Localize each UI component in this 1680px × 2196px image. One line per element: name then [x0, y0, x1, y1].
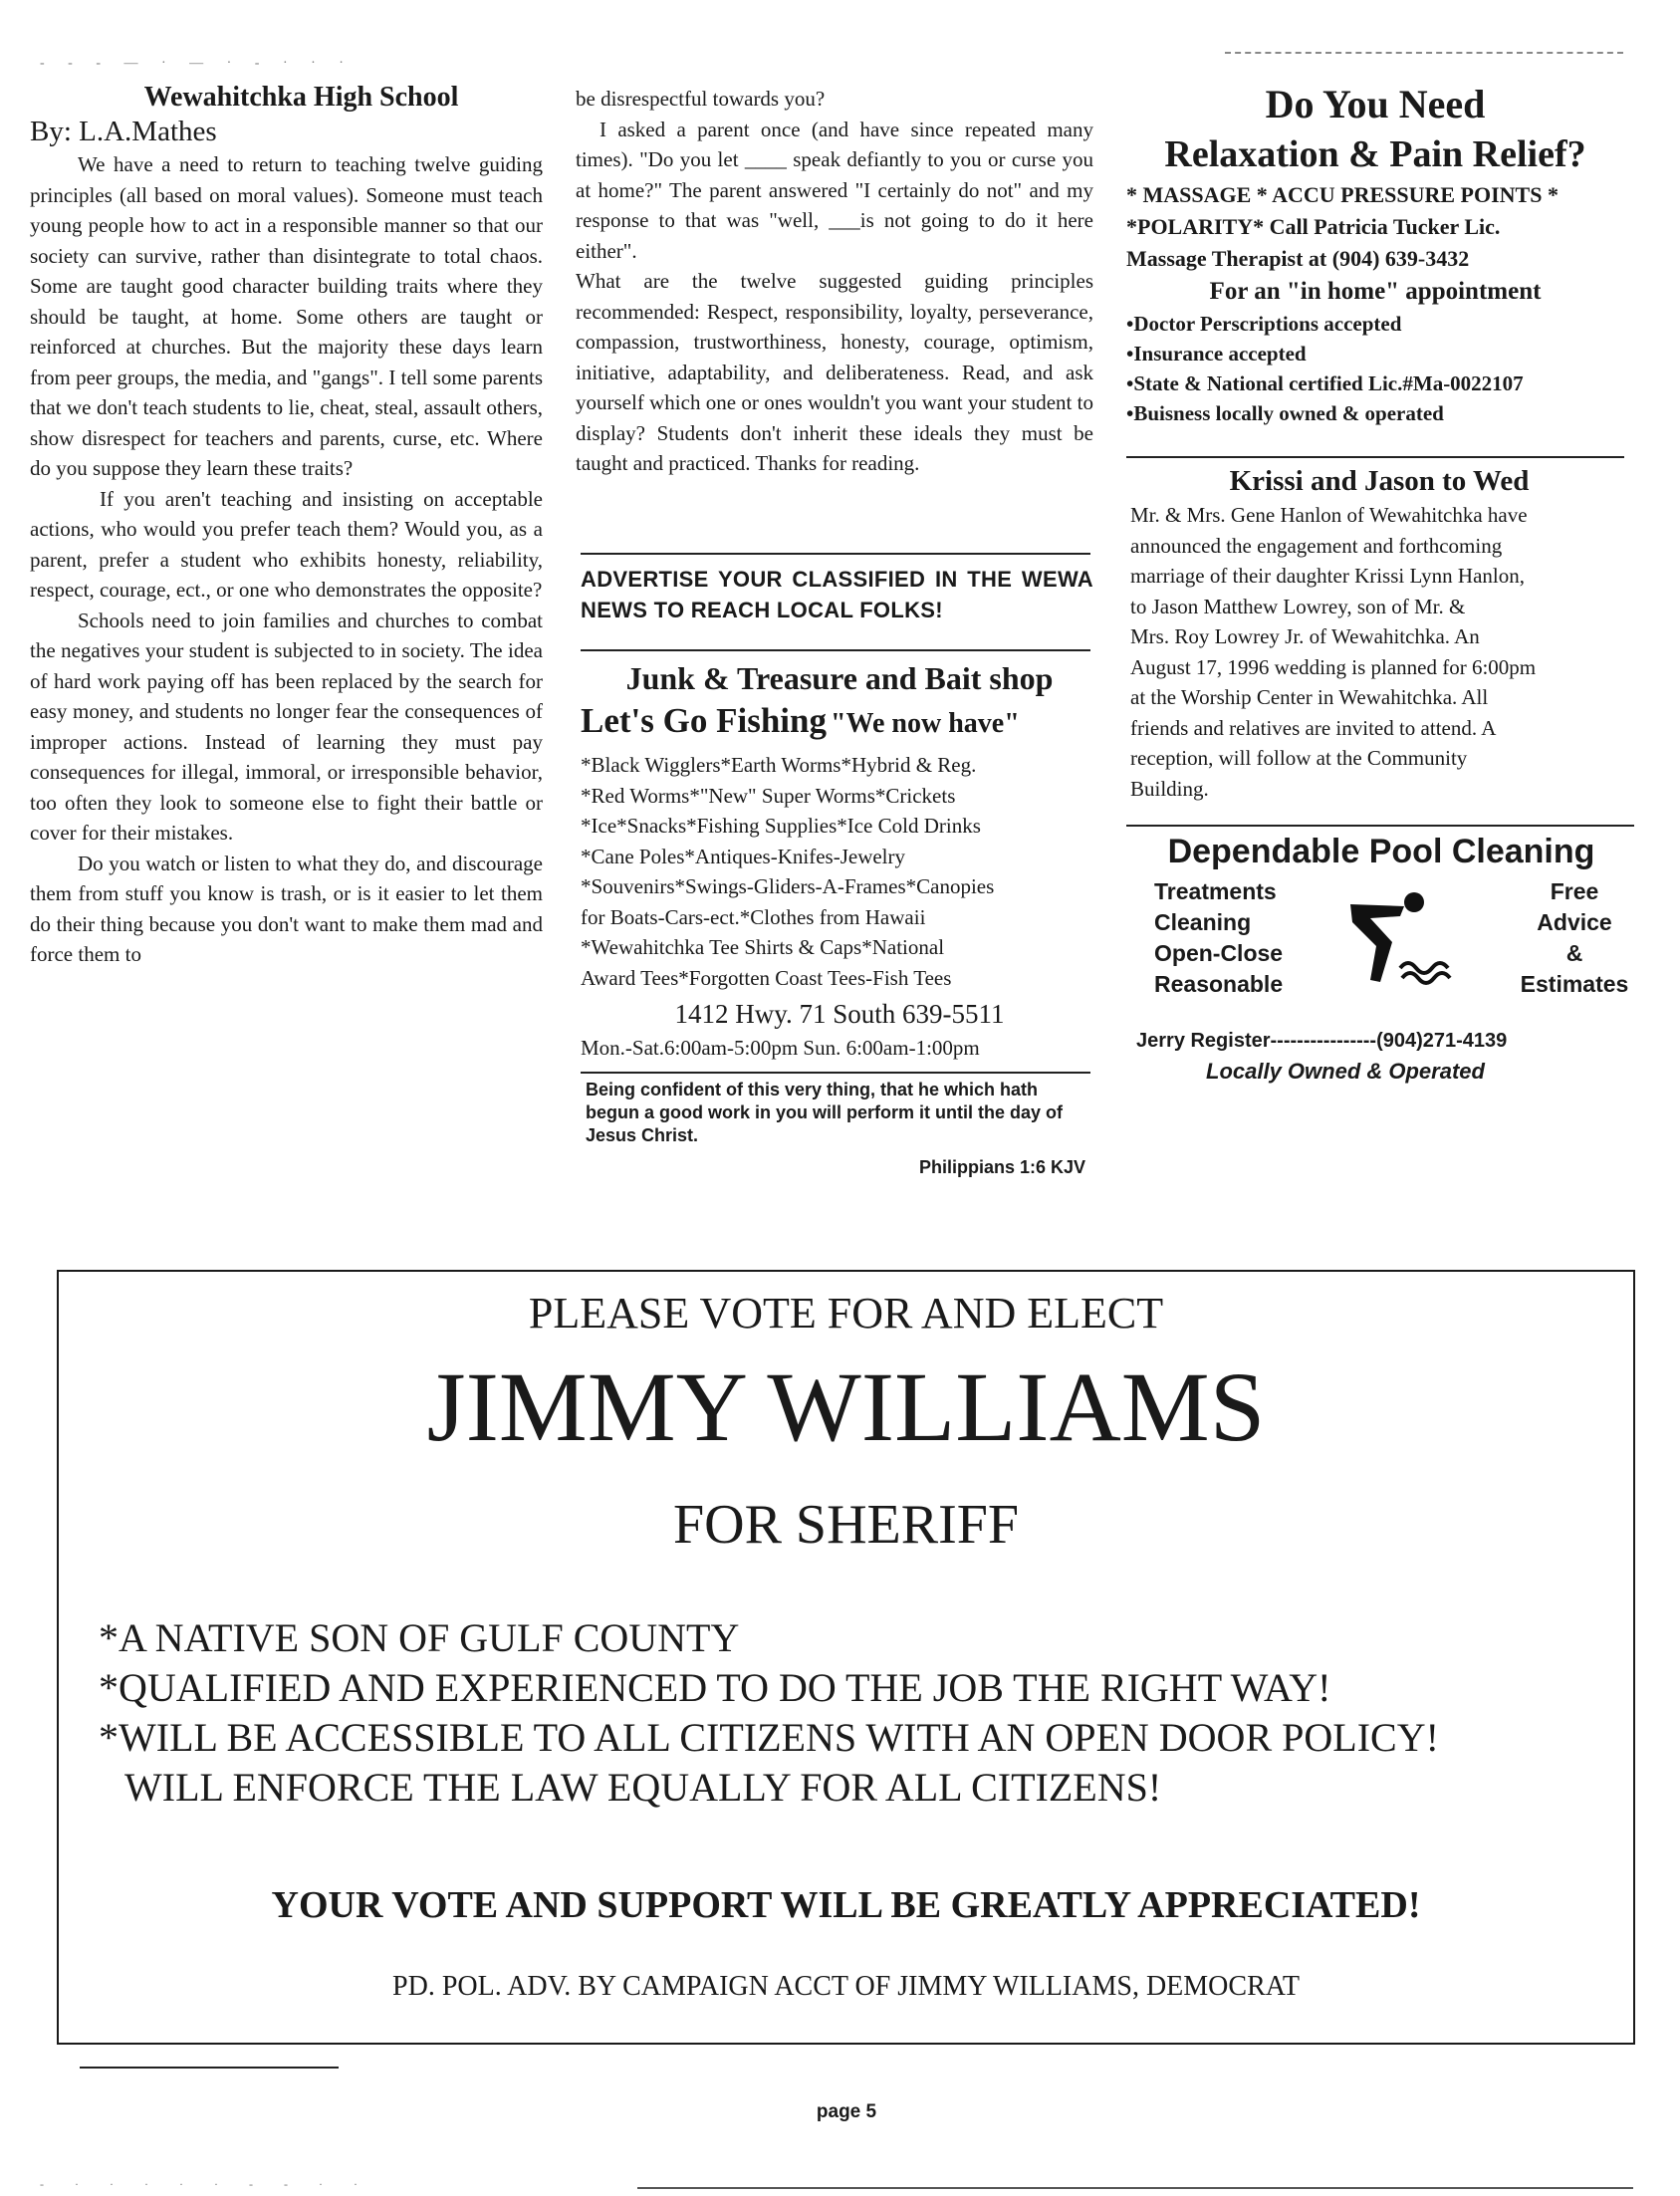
list-item: Advice — [1537, 909, 1612, 935]
pool-ad-tagline: Locally Owned & Operated — [1206, 1059, 1485, 1084]
list-item: *Red Worms*"New" Super Worms*Crickets — [581, 783, 956, 808]
campaign-ad-disclaimer: PD. POL. ADV. BY CAMPAIGN ACCT OF JIMMY WILLIAMS, DEMOCRAT — [392, 1971, 1300, 2002]
bible-verse: Being confident of this very thing, that he which hath begun a good work in you will perform it until the day of Jesus Christ. — [586, 1080, 1064, 1145]
scan-mark-bottom: - · · · · · - - · · — [40, 2177, 371, 2191]
article-column-2 — [576, 84, 1093, 479]
junk-ad-address: 1412 Hwy. 71 South 639-5511 — [674, 999, 1005, 1029]
list-item: *Ice*Snacks*Fishing Supplies*Ice Cold Drinks — [581, 814, 981, 838]
divider — [581, 1072, 1090, 1074]
junk-ad-subtitle: Let's Go Fishing — [581, 701, 827, 740]
wedding-line: reception, will follow at the Community — [1130, 746, 1468, 770]
campaign-ad-points — [99, 1613, 1439, 1813]
list-item: Cleaning — [1154, 909, 1252, 935]
campaign-ad-office: FOR SHERIFF — [672, 1494, 1020, 1556]
pool-ad-body — [1126, 876, 1634, 1006]
article-continued: be disrespectful towards you? — [576, 87, 826, 111]
scan-mark-top-right — [1225, 52, 1623, 56]
list-item: •Buisness locally owned & operated — [1126, 401, 1444, 425]
divider — [581, 553, 1090, 555]
junk-ad-hours: Mon.-Sat.6:00am-5:00pm Sun. 6:00am-1:00pm — [581, 1036, 980, 1060]
wedding-headline: Krissi and Jason to Wed — [1229, 465, 1530, 497]
wedding-announcement — [1130, 462, 1628, 804]
article-paragraph: I asked a parent once (and have since repeated many times). "Do you let ____ speak defiantly to you or curse you at home?" The parent answered "I certainly do not" and my response to that was "well, ___is not going to do it here either". — [576, 117, 1093, 263]
campaign-ad-appeal: YOUR VOTE AND SUPPORT WILL BE GREATLY APPRECIATED! — [271, 1884, 1421, 1926]
wedding-line: marriage of their daughter Krissi Lynn Hanlon, — [1130, 564, 1525, 588]
article-paragraph: If you aren't teaching and insisting on acceptable actions, who would you prefer teach them? Would you, as a parent, prefer a student who exhibits honesty, reliability, respect, courage, ect., or one who demonstrates the opposite? — [30, 486, 543, 602]
list-item: *Wewahitchka Tee Shirts & Caps*National — [581, 935, 945, 959]
list-item: Free — [1550, 878, 1599, 904]
bible-verse-reference: Philippians 1:6 KJV — [918, 1157, 1085, 1177]
list-item: •Insurance accepted — [1126, 342, 1307, 366]
list-item: *Souvenirs*Swings-Gliders-A-Frames*Canopies — [581, 874, 995, 898]
campaign-ad-candidate: JIMMY WILLIAMS — [426, 1351, 1266, 1462]
swimmer-icon — [1340, 882, 1460, 1002]
article-paragraph: Schools need to join families and churches to combat the negatives your student is subjected to in society. The idea of hard work paying off has been replaced by the search for easy money, and students no longer fear the consequences of improper actions. Instead of learning they must pay consequences for illegal, immoral, or irresponsible behavior, too often they look to someone else to fight their battle or cover for their mistakes. — [30, 608, 543, 845]
article-paragraph: Do you watch or listen to what they do, and discourage them from stuff you know is trash, or is it easier to let them do their thing because you don't want to make them mad and force them to — [30, 851, 543, 966]
classified-notice: ADVERTISE YOUR CLASSIFIED IN THE WEWA NEWS TO REACH LOCAL FOLKS! — [581, 567, 1093, 622]
footer-rule — [80, 2067, 339, 2069]
junk-ad-title: Junk & Treasure and Bait shop — [625, 660, 1054, 696]
wedding-line: August 17, 1996 wedding is planned for 6:00pm — [1130, 654, 1537, 679]
list-item: •Doctor Perscriptions accepted — [1126, 312, 1402, 336]
wedding-line: to Jason Matthew Lowrey, son of Mr. & — [1130, 594, 1466, 618]
junk-ad-subtitle-row — [581, 699, 1098, 750]
junk-shop-ad — [581, 657, 1098, 1063]
article-headline: Wewahitchka High School — [143, 82, 459, 113]
campaign-ad-intro: PLEASE VOTE FOR AND ELECT — [528, 1289, 1164, 1338]
pool-ad-offers — [1515, 876, 1634, 1000]
massage-ad-subtitle: Relaxation & Pain Relief? — [1164, 133, 1586, 175]
wedding-line: friends and relatives are invited to attend. A — [1130, 715, 1497, 740]
divider — [1126, 456, 1624, 458]
massage-ad-line: For an "in home" appointment — [1209, 278, 1542, 305]
list-item: & — [1565, 940, 1583, 966]
junk-ad-items — [581, 750, 1098, 993]
massage-ad-line: * MASSAGE * ACCU PRESSURE POINTS * — [1126, 182, 1559, 207]
list-item: Open-Close — [1154, 940, 1284, 966]
list-item: *QUALIFIED AND EXPERIENCED TO DO THE JOB THE RIGHT WAY! — [99, 1665, 1331, 1710]
article-paragraph: We have a need to return to teaching twelve guiding principles (all based on moral values). Someone must teach young people how to act in a responsible manner so that our society can survive, rather than disintegrate to total chaos. Some are taught good character building traits where they should be taught, at home. Some others are taught or reinforced at churches. But the majority these days learn from peer groups, the media, and "gangs". I tell some parents that we don't teach students to lie, cheat, steal, assault others, show disrespect for teachers and parents, curse, etc. Where do you suppose they learn these traits? — [30, 152, 543, 480]
list-item: Reasonable — [1154, 971, 1284, 997]
wedding-line: Building. — [1130, 776, 1209, 801]
divider — [1126, 825, 1634, 827]
list-item: Award Tees*Forgotten Coast Tees-Fish Tees — [581, 965, 952, 990]
wedding-line: Mrs. Roy Lowrey Jr. of Wewahitchka. An — [1130, 624, 1480, 648]
list-item: Estimates — [1520, 971, 1629, 997]
list-item: *Black Wigglers*Earth Worms*Hybrid & Reg. — [581, 753, 977, 777]
list-item: for Boats-Cars-ect.*Clothes from Hawaii — [581, 904, 926, 929]
list-item: WILL ENFORCE THE LAW EQUALLY FOR ALL CITIZENS! — [124, 1765, 1162, 1810]
massage-ad-line: *POLARITY* Call Patricia Tucker Lic. — [1126, 214, 1501, 239]
page-number: page 5 — [816, 2101, 877, 2122]
list-item: •State & National certified Lic.#Ma-0022107 — [1126, 371, 1524, 395]
list-item: *WILL BE ACCESSIBLE TO ALL CITIZENS WITH AN OPEN DOOR POLICY! — [99, 1715, 1439, 1760]
pool-ad-services — [1154, 876, 1283, 1000]
article-paragraph: What are the twelve suggested guiding principles recommended: Respect, responsibility, loyalty, perseverance, compassion, trustworthiness, honesty, courage, optimism, initiative, adaptability, and deliberateness. Read, and ask yourself which one or ones wouldn't you want your student to display? Students don't inherit these ideals they must be taught and practiced. Thanks for reading. — [576, 269, 1093, 475]
scan-mark-bottom-line — [637, 2187, 1633, 2189]
campaign-ad — [57, 1270, 1635, 2045]
list-item: Treatments — [1154, 878, 1277, 904]
massage-ad — [1126, 80, 1624, 428]
massage-ad-line: Massage Therapist at (904) 639-3432 — [1126, 246, 1470, 271]
junk-ad-subtitle-tag: "We now have" — [830, 708, 1020, 739]
list-item: *A NATIVE SON OF GULF COUNTY — [99, 1615, 740, 1660]
massage-ad-title: Do You Need — [1265, 82, 1486, 126]
wedding-line: Mr. & Mrs. Gene Hanlon of Wewahitchka have — [1130, 503, 1528, 527]
scan-mark-top: - - - — · — · - · · · — [40, 56, 354, 71]
massage-ad-bullets — [1126, 309, 1624, 428]
pool-ad-title: Dependable Pool Cleaning — [1167, 833, 1595, 870]
wedding-line: announced the engagement and forthcoming — [1130, 533, 1503, 558]
list-item: *Cane Poles*Antiques-Knifes-Jewelry — [581, 844, 906, 868]
article-column-1 — [30, 80, 543, 970]
article-byline: By: L.A.Mathes — [30, 116, 217, 147]
wedding-line: at the Worship Center in Wewahitchka. All — [1130, 685, 1489, 709]
divider — [581, 649, 1090, 651]
wedding-body — [1130, 500, 1628, 804]
pool-ad-contact: Jerry Register----------------(904)271-4139 — [1136, 1030, 1508, 1052]
